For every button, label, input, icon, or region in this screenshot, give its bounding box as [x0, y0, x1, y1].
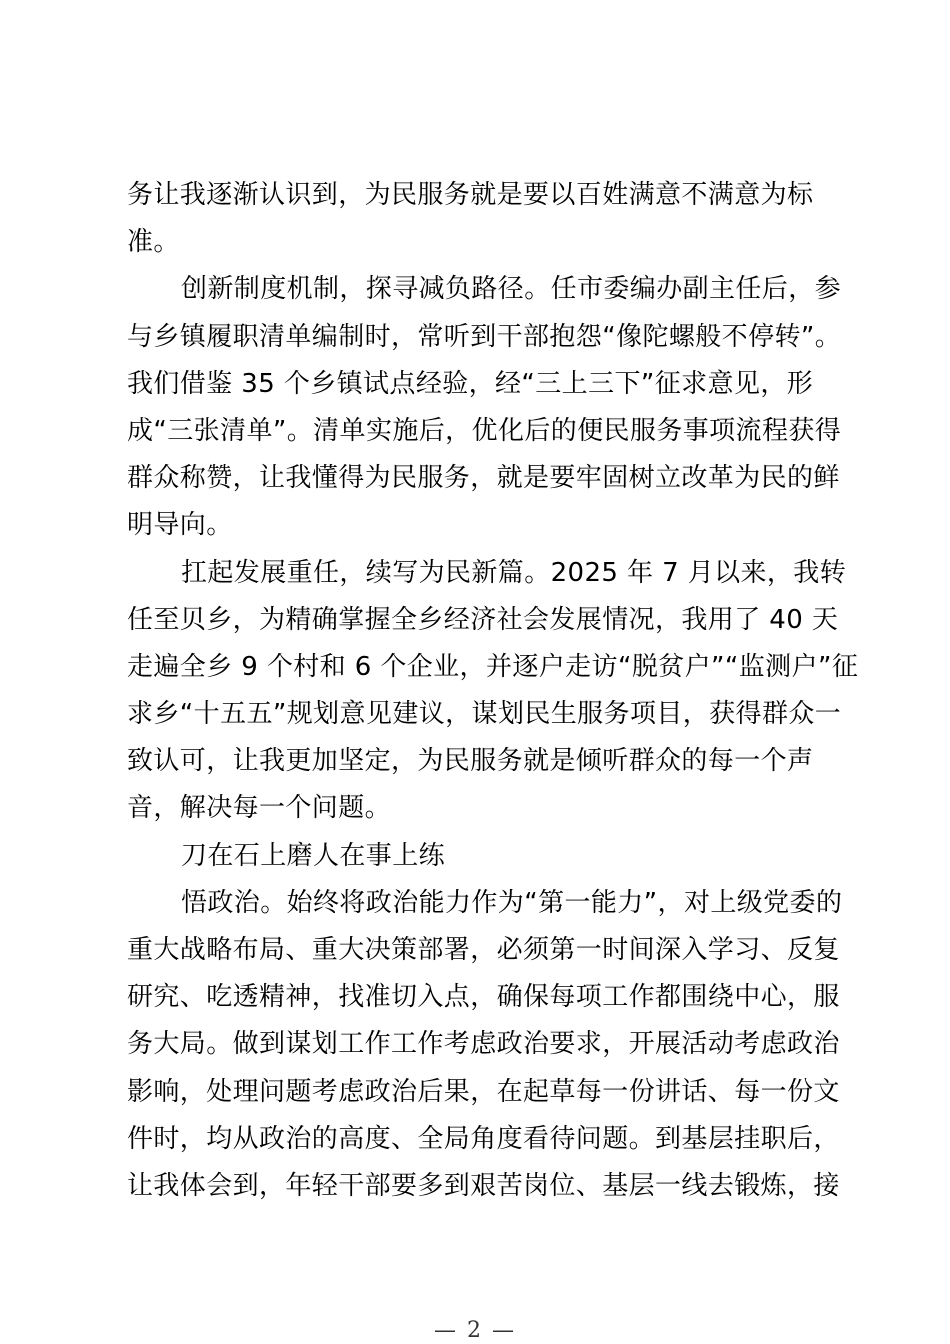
text-line: 明导向。 — [127, 510, 233, 541]
text-line: 研究、吃透精神，找准切入点，确保每项工作都围绕中心，服 — [127, 982, 840, 1013]
text-line: 创新制度机制，探寻减负路径。任市委编办副主任后，参 — [181, 274, 842, 305]
text-line: 准。 — [127, 227, 180, 258]
text-line: 让我体会到，年轻干部要多到艰苦岗位、基层一线去锻炼，接 — [127, 1170, 840, 1201]
text-line: 刀在石上磨人在事上练 — [181, 840, 446, 871]
text-line: 影响，处理问题考虑政治后果，在起草每一份讲话、每一份文 — [127, 1076, 840, 1107]
text-line: 任至贝乡，为精确掌握全乡经济社会发展情况，我用了 40 天 — [127, 604, 839, 635]
text-line: 扛起发展重任，续写为民新篇。2025 年 7 月以来，我转 — [181, 557, 847, 588]
text-line: 群众称赞，让我懂得为民服务，就是要牢固树立改革为民的鲜 — [127, 463, 840, 494]
body-text — [127, 172, 859, 1210]
text-line: 成“三张清单”。清单实施后，优化后的便民服务事项流程获得 — [127, 415, 842, 446]
text-line: 务大局。做到谋划工作工作考虑政治要求，开展活动考虑政治 — [127, 1029, 840, 1060]
text-line: 与乡镇履职清单编制时，常听到干部抱怨“像陀螺般不停转”。 — [127, 321, 842, 352]
text-line: 悟政治。始终将政治能力作为“第一能力”，对上级党委的 — [181, 887, 843, 918]
text-line: 致认可，让我更加坚定，为民服务就是倾听群众的每一个声 — [127, 746, 814, 777]
text-line: 重大战略布局、重大决策部署，必须第一时间深入学习、反复 — [127, 935, 840, 965]
text-line: 走遍全乡 9 个村和 6 个企业，并逐户走访“脱贫户”“监测户”征 — [127, 651, 859, 682]
text-line: 务让我逐渐认识到，为民服务就是要以百姓满意不满意为标 — [127, 180, 814, 210]
page-number: — 2 — — [434, 1318, 516, 1343]
text-line: 音，解决每一个问题。 — [127, 793, 392, 824]
text-line: 我们借鉴 35 个乡镇试点经验，经“三上三下”征求意见，形 — [127, 368, 814, 399]
text-line: 求乡“十五五”规划意见建议，谋划民生服务项目，获得群众一 — [127, 699, 842, 730]
text-line: 件时，均从政治的高度、全局角度看待问题。到基层挂职后， — [127, 1123, 840, 1154]
